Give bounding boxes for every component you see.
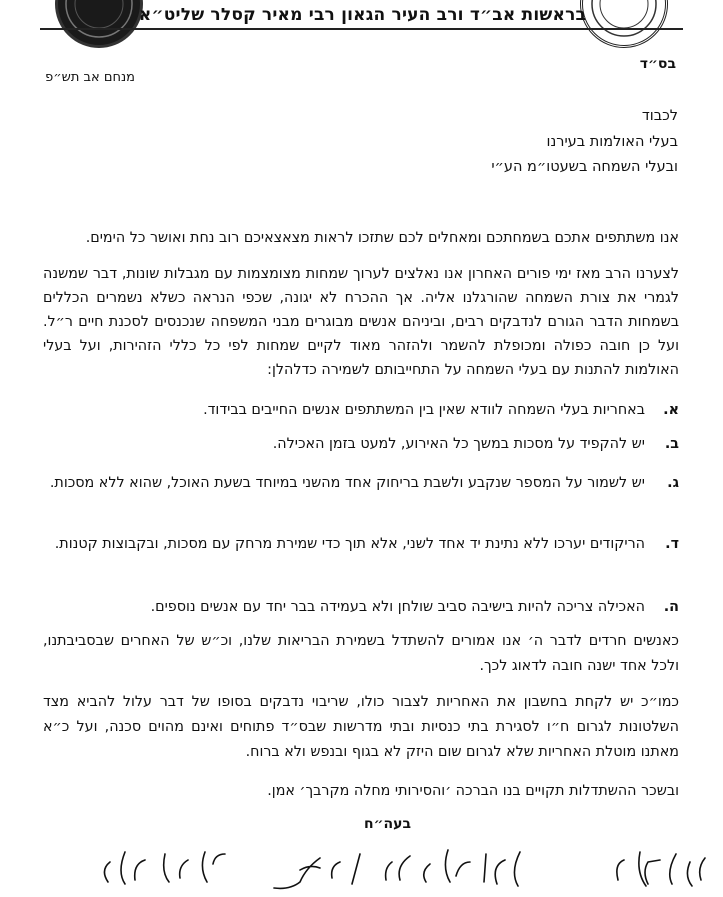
- rule-marker: ד.: [665, 536, 679, 552]
- address-line-2: ובעלי השמחה בשעטו״מ הע״י: [491, 159, 678, 175]
- address-to: לכבוד: [641, 108, 678, 124]
- signature-right: [617, 852, 705, 886]
- rule-item: [39, 531, 679, 557]
- rule-marker: ה.: [663, 599, 679, 615]
- request-paragraph: כמו״כ יש לקחת בחשבון את האחריות לצבור כולו, שריבוי נדבקים בסופו של דבר עלול להביא מצד השלטונות לגרום ח״ו לסגירת בתי כנסיות ובתי מדרשות שבס״ד פתוחים ואינם מהוים סכנה, ועל כ״א מאתנו מוטלת האחריות שלא לגרום שום היזק לא בגוף ובנפש ולא ברוח.: [43, 694, 679, 760]
- rule-marker: ב.: [664, 436, 679, 452]
- seal-emblem-icon: [58, 0, 140, 45]
- rule-text: באחריות בעלי השמחה לוודא שאין בין המשתתפים אנשים החייבים בבידוד.: [203, 402, 645, 418]
- bsd-mark: בס״ד: [639, 56, 676, 72]
- rule-text: יש להקפיד על מסכות במשך כל האירוע, למעט בזמן האכילה.: [272, 436, 645, 452]
- rule-marker: א.: [663, 402, 679, 418]
- signoff: בעה״ח: [363, 816, 411, 832]
- rule-item: [39, 594, 679, 620]
- letterhead-divider: [40, 28, 683, 30]
- blessing-paragraph: ובשכר ההשתדלות תקויים בנו הברכה ׳והסירותי מחלה מקרבך׳ אמן.: [267, 783, 679, 799]
- main-paragraph: לצערנו הרב מאז ימי פורים האחרון אנו נאלצים לערוך שמחות מצומצמות עם מגבלות שונות, דבר שמשנה לגמרי את צורת השמחה שהורגלנו אליה. אך ההכרח לא יגונה, שכפי הנראה כשלא נשמרים הכללים בשמחות הדבר הגורם לנדבקים רבים, וביניהם אנשים מבוגרים מבני המשפחה שנכנסים לסכנת חיים ר״ל. ועל כן חובה כפולה ומכופלת להשמר ולהזהר מאוד לקיים שמחות לפי כל כללי הזהירות, ועל בעלי האולמות להתנות עם בעלי השמחה על התחייבותם לשמירה כדלהלן:: [43, 266, 679, 378]
- rule-marker: ג.: [667, 475, 679, 491]
- address-line-1: בעלי האולמות בעירנו: [546, 134, 678, 150]
- signature-left: [104, 852, 225, 884]
- signature-group: [104, 850, 705, 888]
- intro-paragraph: אנו משתתפים אתכם בשמחתכם ומאחלים לכם שתזכו לראות מצאצאיכם רוב נחת ואושר כל הימים.: [85, 230, 679, 246]
- handwritten-signatures: [0, 840, 723, 897]
- rule-item: [39, 470, 679, 496]
- signature-middle: [274, 850, 520, 888]
- rule-item: [39, 397, 679, 423]
- reason-paragraph: כאנשים חרדים לדבר ה׳ אנו אמורים להשתדל בשמירת הבריאות שלנו, וכ״ש של האחרים שבסביבתנו, ולכל אחד ישנה חובה לדאוג לכך.: [43, 633, 679, 674]
- letterhead-title: בראשות אב״ד ורב העיר הגאון רבי מאיר קסלר שליט״א: [138, 5, 587, 25]
- rule-text: יש לשמור על המספר שנקבע ולשבת בריחוק אחד מהשני במיוחד בשעת האוכל, שהוא ללא מסכות.: [49, 475, 645, 491]
- rule-text: הריקודים יערכו ללא נתינת יד אחד לשני, אלא תוך כדי שמירת מרחק עם מסכות, ובקבוצות קטנות.: [54, 536, 645, 552]
- rule-item: [39, 431, 679, 457]
- rule-text: האכילה צריכה להיות בישיבה סביב שולחן ולא בעמידה בבר יחד עם אנשים נוספים.: [150, 599, 645, 615]
- letter-date: מנחם אב תש״פ: [45, 70, 135, 85]
- seal-stamp-icon: [583, 0, 665, 45]
